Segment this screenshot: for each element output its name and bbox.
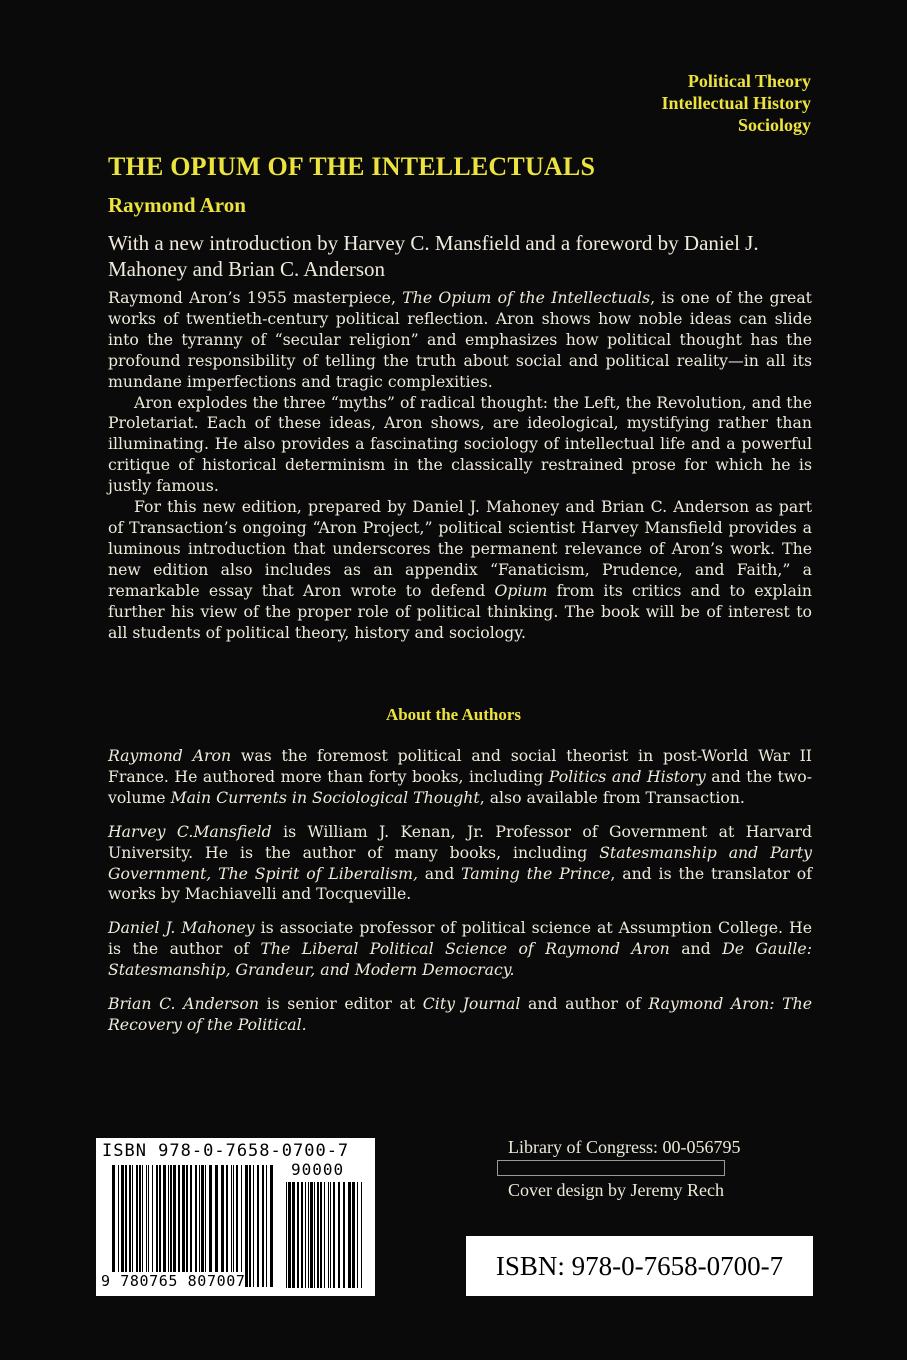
barcode-bar [129,1165,131,1287]
category-political-theory: Political Theory [687,71,811,91]
barcode-bar [245,1165,248,1287]
book-author: Raymond Aron [108,193,246,217]
barcode-bar [348,1182,351,1288]
library-of-congress: Library of Congress: 00-056795 [508,1137,741,1157]
barcode-bar [205,1165,206,1287]
barcode-bar [288,1182,291,1288]
author-bios [108,746,812,1049]
barcode-bar [136,1165,138,1287]
barcode-isbn-text: ISBN 978-0-7658-0700-7 [102,1141,350,1161]
bio-anderson: Brian C. Anderson is senior editor at City Journal and author of Raymond Aron: The Recovery of the Political. [108,994,812,1034]
category-intellectual-history: Intellectual History [661,93,811,113]
barcode-bar [186,1165,188,1287]
subject-categories [662,70,811,136]
barcode-bar [168,1165,169,1287]
description [108,288,812,643]
cover-design-credit: Cover design by Jeremy Rech [508,1180,724,1200]
barcode-bar [236,1165,238,1287]
description-paragraph-1: Raymond Aron’s 1955 masterpiece, The Opium of the Intellectuals, is one of the great works of twentieth-century political reflection. Aron shows how noble ideas can slide into the tyranny of “secular religion” and emphasizes how political thought has the profound responsibility of telling the truth about social and political reality—in all its mundane imperfections and tragic complexities. [108,288,812,391]
barcode-bar [233,1165,234,1287]
barcode-bar [195,1165,197,1287]
barcode-bar [231,1165,232,1287]
barcode-bar [328,1182,329,1288]
barcode-bar [190,1165,192,1287]
barcode-bar [249,1165,251,1287]
barcode-bar [297,1182,299,1288]
barcode-bar [182,1165,185,1287]
isbn-label: ISBN: 978-0-7658-0700-7 [466,1236,813,1296]
barcode-bar [142,1165,143,1287]
barcode-bar [146,1165,147,1287]
barcode-bar [257,1165,259,1287]
barcode-label [96,1138,375,1296]
barcode-bar [201,1165,204,1287]
barcode-bar [333,1182,335,1288]
barcode-bar [330,1182,331,1288]
barcode-bar [305,1182,306,1288]
barcode-bar [170,1165,172,1287]
barcode-bar [301,1182,303,1288]
barcode-bar [156,1165,158,1287]
about-authors-heading: About the Authors [385,705,522,724]
barcode-bar [209,1165,212,1287]
barcode-bar [159,1165,161,1287]
description-paragraph-3: For this new edition, prepared by Daniel J. Mahoney and Brian C. Anderson as part of Transaction’s ongoing “Aron Project,” political scientist Harvey Mansfield provides a luminous introduction that underscores the permanent relevance of Aron’s work. The new edition also includes as an appendix “Fanaticism, Prudence, and Faith,” a remarkable essay that Aron wrote to defend Opium from its critics and to explain further his view of the proper role of political thinking. The book will be of interest to all students of political theory, history and sociology. [108,497,812,642]
barcode-bar [270,1165,273,1287]
barcode-bar [361,1182,362,1288]
barcode-bar [317,1182,319,1288]
category-sociology: Sociology [737,115,811,135]
barcode-bar [310,1182,313,1288]
bio-aron: Raymond Aron was the foremost political and social theorist in post-World War II France. He authored more than forty books, including Politics and History and the two-volume Main Currents in Sociological Thought, also available from Transaction. [108,746,812,807]
barcode-bar [152,1165,153,1287]
book-title: THE OPIUM OF THE INTELLECTUALS [108,152,596,181]
barcode-bar [352,1182,355,1288]
barcode-bar [173,1165,176,1287]
barcode-bar [215,1165,218,1287]
edition-note: With a new introduction by Harvey C. Mansfield and a foreword by Daniel J. Mahoney and Brian C. Anderson [108,231,759,281]
barcode-bar [308,1182,309,1288]
barcode-bar [139,1165,141,1287]
barcode-bar [121,1165,124,1287]
barcode-bar [125,1165,127,1287]
barcode-bar [253,1165,254,1287]
barcode-bar [292,1182,295,1288]
barcode-bar [178,1165,180,1287]
barcode-bar [343,1182,345,1288]
barcode-bar [199,1165,200,1287]
barcode-bar [338,1182,340,1288]
barcode-bar [163,1165,166,1287]
barcode-bar [112,1165,115,1287]
barcode-bar [148,1165,149,1287]
barcode-bar [241,1165,242,1287]
barcode-bar [132,1165,133,1287]
barcode-bar [262,1165,264,1287]
barcode-bar [221,1165,224,1287]
empty-rule-box [497,1160,725,1176]
barcode-bar [314,1182,315,1288]
barcode-price-code: 90000 [291,1160,345,1179]
barcode-bar [266,1165,267,1287]
barcode-bar [320,1182,322,1288]
bio-mahoney: Daniel J. Mahoney is associate professor of political science at Assumption College. He is the author of The Liberal Political Science of Raymond Aron and De Gaulle: Statesmanship, Grandeur, and Modern Democracy. [108,918,812,980]
barcode-bar [118,1165,119,1287]
bio-mansfield: Harvey C.Mansfield is William J. Kenan, Jr. Professor of Government at Harvard University. He is the author of many books, including Statesmanship and Party Government, The Spirit of Liberalism, and Taming the Prince, and is the translator of works by Machiavelli and Tocqueville. [108,821,813,904]
barcode-digits: 9 780765 807007 [101,1272,246,1290]
barcode-bar [324,1182,325,1288]
barcode-bar [226,1165,228,1287]
description-paragraph-2: Aron explodes the three “myths” of radical thought: the Left, the Revolution, and the Proletariat. Each of these ideas, Aron shows, are ideological, mystifying rather than illuminating. He also provides a fascinating sociology of intellectual life and a powerful critique of historical determinism in the classically restrained prose for which he is justly famous. [108,392,812,496]
barcode-bar [357,1182,358,1288]
barcode-bar [286,1182,287,1288]
